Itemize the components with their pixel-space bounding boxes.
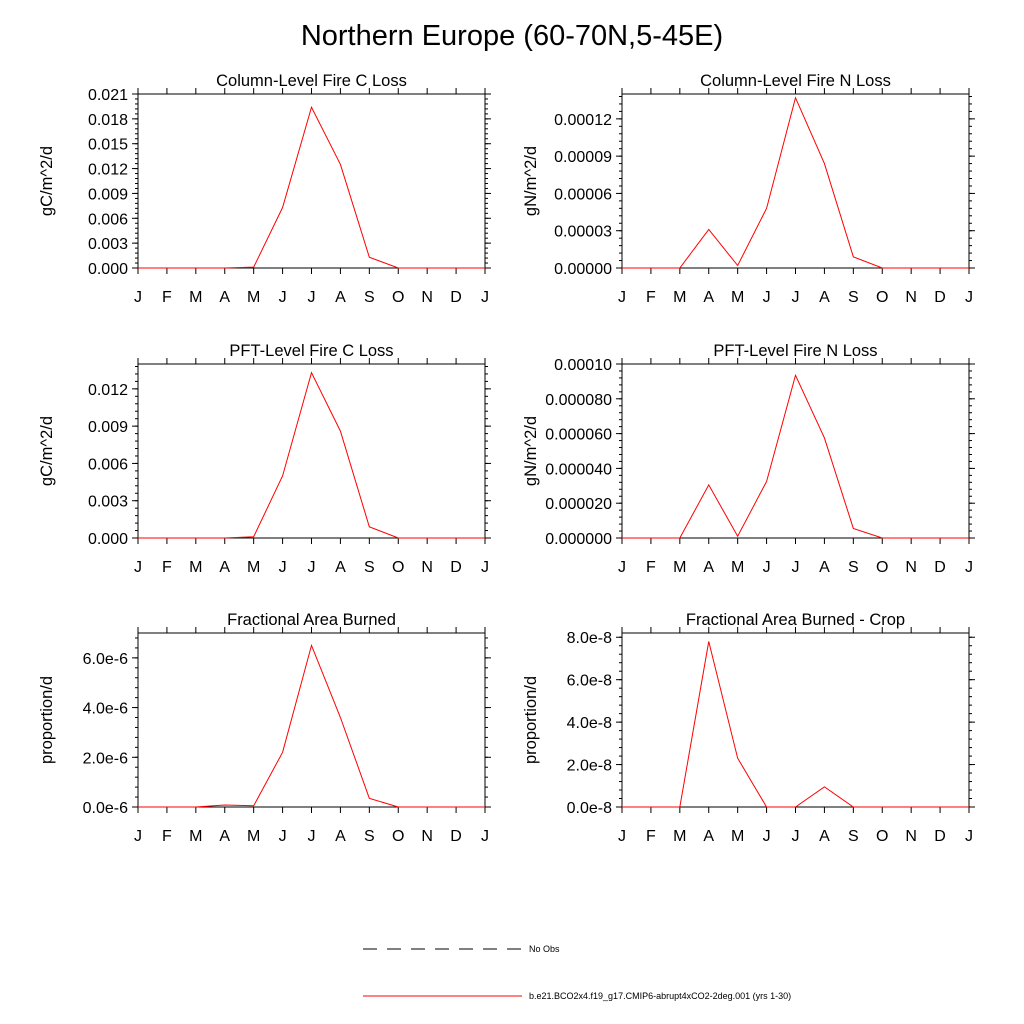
series-line bbox=[622, 641, 969, 807]
y-tick-label: 0.00006 bbox=[554, 186, 612, 204]
x-tick-label: A bbox=[703, 559, 715, 576]
y-tick-label: 0.012 bbox=[87, 381, 128, 399]
panel-title: Fractional Area Burned bbox=[227, 611, 396, 629]
x-tick-label: D bbox=[450, 559, 462, 576]
series-line bbox=[138, 645, 485, 807]
series-line bbox=[138, 107, 485, 268]
x-tick-label: J bbox=[481, 559, 489, 576]
y-tick-label: 0.015 bbox=[87, 136, 128, 154]
x-tick-label: A bbox=[335, 828, 346, 845]
plot-frame bbox=[138, 633, 485, 807]
plot-frame bbox=[622, 633, 969, 807]
y-tick-label: 0.00012 bbox=[554, 111, 612, 129]
x-tick-label: O bbox=[876, 559, 889, 576]
x-tick-label: F bbox=[646, 559, 656, 576]
x-tick-label: A bbox=[219, 559, 231, 576]
x-tick-label: J bbox=[791, 828, 800, 845]
y-tick-label: 0.0e-8 bbox=[566, 800, 612, 817]
y-tick-label: 0.021 bbox=[87, 87, 128, 104]
x-tick-label: O bbox=[392, 828, 405, 845]
x-tick-label: J bbox=[307, 559, 316, 576]
y-tick-label: 0.000020 bbox=[545, 496, 612, 514]
y-tick-label: 6.0e-6 bbox=[82, 650, 128, 668]
y-tick-label: 0.00010 bbox=[554, 357, 612, 374]
x-tick-label: M bbox=[731, 828, 745, 845]
x-tick-label: M bbox=[247, 828, 261, 845]
y-axis-label: proportion/d bbox=[38, 675, 56, 765]
y-tick-label: 0.000 bbox=[87, 261, 128, 278]
x-tick-label: M bbox=[731, 289, 745, 306]
x-tick-label: A bbox=[219, 828, 231, 845]
x-tick-label: N bbox=[905, 289, 917, 306]
x-tick-label: J bbox=[965, 828, 973, 845]
x-tick-label: S bbox=[363, 828, 375, 845]
x-tick-label: S bbox=[363, 559, 375, 576]
y-tick-label: 0.000 bbox=[87, 531, 128, 548]
y-tick-label: 0.00000 bbox=[554, 261, 612, 278]
y-tick-label: 4.0e-8 bbox=[566, 715, 612, 733]
x-tick-label: A bbox=[335, 559, 346, 576]
x-tick-label: O bbox=[392, 289, 405, 306]
x-tick-label: N bbox=[421, 828, 433, 845]
x-tick-label: J bbox=[134, 289, 142, 306]
y-axis-label: gC/m^2/d bbox=[38, 145, 56, 217]
panel-title: Column-Level Fire C Loss bbox=[216, 72, 407, 90]
x-tick-label: J bbox=[965, 289, 973, 306]
y-tick-label: 0.018 bbox=[87, 111, 128, 129]
x-tick-label: J bbox=[762, 289, 771, 306]
panel-title: PFT-Level Fire N Loss bbox=[713, 342, 878, 360]
series-line bbox=[622, 375, 969, 538]
y-tick-label: 6.0e-8 bbox=[566, 672, 612, 690]
x-tick-label: A bbox=[819, 289, 830, 306]
y-tick-label: 0.00003 bbox=[554, 223, 612, 241]
x-tick-label: A bbox=[819, 559, 830, 576]
x-tick-label: M bbox=[189, 828, 203, 845]
x-tick-label: F bbox=[646, 289, 656, 306]
x-tick-label: A bbox=[703, 289, 715, 306]
x-tick-label: M bbox=[189, 559, 203, 576]
y-tick-label: 0.009 bbox=[87, 186, 128, 204]
legend-label: b.e21.BCO2x4.f19_g17.CMIP6-abrupt4xCO2-2deg.001 (yrs 1-30) bbox=[529, 991, 792, 1001]
y-tick-label: 0.003 bbox=[87, 236, 128, 254]
y-tick-label: 2.0e-6 bbox=[82, 750, 128, 768]
x-tick-label: J bbox=[278, 828, 287, 845]
y-axis-label: proportion/d bbox=[522, 675, 540, 765]
y-tick-label: 0.006 bbox=[87, 211, 128, 229]
x-tick-label: F bbox=[162, 559, 172, 576]
x-tick-label: J bbox=[618, 289, 626, 306]
panel-title: Fractional Area Burned - Crop bbox=[685, 611, 906, 629]
x-tick-label: A bbox=[219, 289, 231, 306]
x-tick-label: A bbox=[819, 828, 830, 845]
page-title: Northern Europe (60-70N,5-45E) bbox=[300, 20, 724, 52]
x-tick-label: N bbox=[421, 289, 433, 306]
x-tick-label: J bbox=[278, 289, 287, 306]
x-tick-label: S bbox=[363, 289, 375, 306]
y-tick-label: 0.003 bbox=[87, 493, 128, 511]
plot-frame bbox=[622, 94, 969, 268]
x-tick-label: J bbox=[762, 828, 771, 845]
x-tick-label: N bbox=[905, 559, 917, 576]
plot-frame bbox=[138, 94, 485, 268]
x-tick-label: D bbox=[450, 828, 462, 845]
legend-label: No Obs bbox=[529, 944, 560, 954]
y-tick-label: 0.012 bbox=[87, 161, 128, 179]
x-tick-label: S bbox=[847, 828, 859, 845]
x-tick-label: N bbox=[421, 559, 433, 576]
y-tick-label: 0.0e-6 bbox=[82, 800, 128, 817]
x-tick-label: S bbox=[847, 559, 859, 576]
x-tick-label: A bbox=[703, 828, 715, 845]
y-tick-label: 0.006 bbox=[87, 456, 128, 474]
y-tick-label: 0.000000 bbox=[545, 531, 612, 548]
y-tick-label: 0.00009 bbox=[554, 149, 612, 167]
x-tick-label: M bbox=[189, 289, 203, 306]
y-tick-label: 4.0e-6 bbox=[82, 700, 128, 718]
x-tick-label: D bbox=[934, 289, 946, 306]
x-tick-label: A bbox=[335, 289, 346, 306]
y-tick-label: 0.000040 bbox=[545, 461, 612, 479]
x-tick-label: S bbox=[847, 289, 859, 306]
x-tick-label: J bbox=[307, 828, 316, 845]
plot-frame bbox=[622, 364, 969, 538]
x-tick-label: M bbox=[731, 559, 745, 576]
x-tick-label: J bbox=[481, 828, 489, 845]
x-tick-label: J bbox=[762, 559, 771, 576]
x-tick-label: J bbox=[618, 828, 626, 845]
x-tick-label: M bbox=[673, 559, 687, 576]
x-tick-label: O bbox=[392, 559, 405, 576]
x-tick-label: D bbox=[934, 559, 946, 576]
x-tick-label: O bbox=[876, 289, 889, 306]
y-tick-label: 0.000080 bbox=[545, 391, 612, 409]
y-tick-label: 0.000060 bbox=[545, 426, 612, 444]
x-tick-label: O bbox=[876, 828, 889, 845]
plot-frame bbox=[138, 364, 485, 538]
x-tick-label: F bbox=[646, 828, 656, 845]
x-tick-label: J bbox=[307, 289, 316, 306]
x-tick-label: M bbox=[673, 828, 687, 845]
x-tick-label: M bbox=[247, 559, 261, 576]
x-tick-label: J bbox=[481, 289, 489, 306]
x-tick-label: F bbox=[162, 289, 172, 306]
x-tick-label: M bbox=[673, 289, 687, 306]
x-tick-label: J bbox=[791, 289, 800, 306]
x-tick-label: J bbox=[134, 559, 142, 576]
x-tick-label: J bbox=[965, 559, 973, 576]
panel-title: Column-Level Fire N Loss bbox=[700, 72, 891, 90]
series-line bbox=[138, 373, 485, 538]
y-axis-label: gN/m^2/d bbox=[522, 145, 540, 217]
y-tick-label: 8.0e-8 bbox=[566, 630, 612, 648]
y-axis-label: gC/m^2/d bbox=[38, 415, 56, 487]
x-tick-label: D bbox=[934, 828, 946, 845]
y-axis-label: gN/m^2/d bbox=[522, 415, 540, 487]
x-tick-label: N bbox=[905, 828, 917, 845]
x-tick-label: J bbox=[618, 559, 626, 576]
y-tick-label: 2.0e-8 bbox=[566, 757, 612, 775]
series-line bbox=[622, 98, 969, 268]
x-tick-label: M bbox=[247, 289, 261, 306]
x-tick-label: J bbox=[134, 828, 142, 845]
x-tick-label: J bbox=[791, 559, 800, 576]
panel-title: PFT-Level Fire C Loss bbox=[229, 342, 394, 360]
y-tick-label: 0.009 bbox=[87, 419, 128, 437]
x-tick-label: J bbox=[278, 559, 287, 576]
x-tick-label: F bbox=[162, 828, 172, 845]
x-tick-label: D bbox=[450, 289, 462, 306]
